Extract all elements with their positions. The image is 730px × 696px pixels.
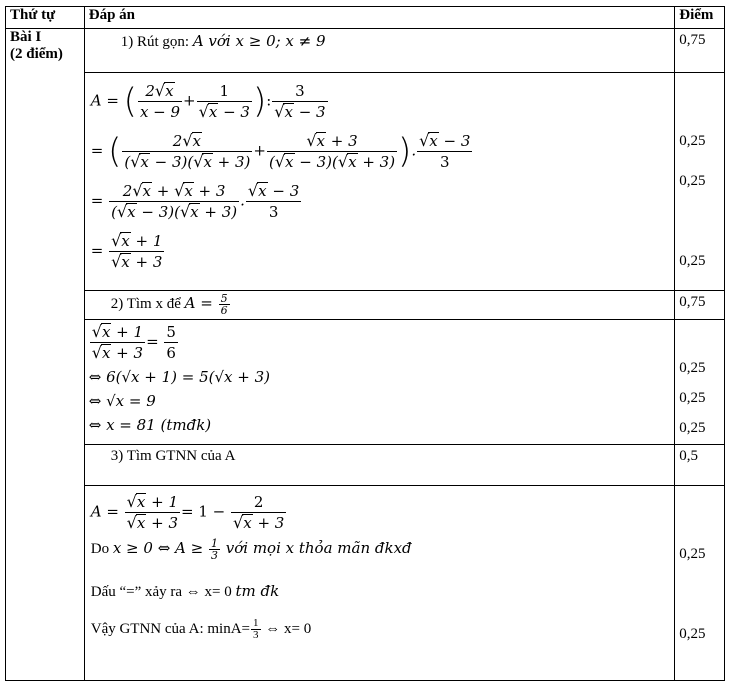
q1-title-row	[6, 29, 725, 73]
q3-score: 0,5	[675, 445, 725, 486]
section-label: Bài I	[10, 29, 42, 45]
q1-step3: = $\frac{2√x + √x + 3}{(√x - 3)(√x + 3)}$ . $\frac{√x - 3}{3}$	[90, 181, 300, 221]
q2-step1: $\frac{√x + 1}{√x + 3}$ = $\frac{5}{6}$	[91, 322, 176, 362]
q3-step2: Do x ≥ 0 ⇔ A ≥ $\frac{1}{3}$ với mọi x thỏa mãn đkxđ	[90, 537, 412, 562]
q2-title-fraction: $\frac{5}{6}$	[220, 292, 228, 317]
q1-score-1: 0,25	[679, 133, 706, 149]
q2-work-scores	[675, 320, 725, 445]
q1-work-row	[6, 73, 725, 291]
q2-step3: ⇔ √x = 9	[88, 392, 156, 410]
q2-title-prefix: 2) Tìm x để	[110, 295, 185, 312]
q2-score: 0,75	[675, 291, 725, 320]
header-answer: Đáp án	[84, 7, 675, 29]
q1-title-prefix: 1) Rút gọn:	[120, 34, 193, 50]
q3-step1: A = $\frac{√x + 1}{√x + 3}$ = 1 − $\frac{2}{√x + 3}$	[90, 492, 285, 532]
q2-work	[84, 320, 675, 445]
q3-work-scores	[675, 486, 725, 681]
header-score: Điểm	[675, 7, 725, 29]
q2-step2: ⇔ 6(√x + 1) = 5(√x + 3)	[88, 368, 271, 386]
q2-title-math: A =	[184, 293, 218, 312]
q3-score-2: 0,25	[679, 626, 706, 642]
q3-step3: Dấu “=” xảy ra ⇔ x= 0 tm đk	[90, 582, 280, 600]
q2-score-2: 0,25	[679, 390, 706, 406]
q1-step4: = $\frac{√x + 1}{√x + 3}$	[90, 231, 163, 271]
q1-step2: = ( $\frac{2√x}{(√x - 3)(√x + 3)}$ + $\frac{√x + 3}{(√x - 3)(√x + 3)}$ ). $\frac{√x - 3}{3}$	[90, 131, 471, 172]
q1-work-scores	[675, 73, 725, 291]
q1-step1: A = ( $\frac{2√x}{x - 9}$ + $\frac{1}{√x - 3}$ ): $\frac{3}{√x - 3}$	[90, 81, 326, 122]
q2-work-row	[6, 320, 725, 445]
q1-score-3: 0,25	[679, 253, 706, 269]
q3-step4: Vậy GTNN của A: minA= $\frac{1}{3}$ ⇔ x= 0	[90, 617, 312, 641]
q2-title-row	[6, 291, 725, 320]
q1-title-math: A với x ≥ 0; x ≠ 9	[192, 32, 326, 50]
grading-table	[5, 6, 725, 681]
header-order: Thứ tự	[6, 7, 85, 29]
q2-step4: ⇔ x = 81 (tmđk)	[88, 416, 212, 434]
q3-score-1: 0,25	[679, 546, 706, 562]
q2-score-1: 0,25	[679, 360, 706, 376]
q1-score: 0,75	[675, 29, 725, 73]
section-cell	[6, 29, 85, 681]
q3-title-row	[6, 445, 725, 486]
section-points: (2 điểm)	[10, 46, 63, 62]
q1-score-2: 0,25	[679, 173, 706, 189]
q1-work	[84, 73, 675, 291]
q2-title	[84, 291, 675, 320]
q3-title: 3) Tìm GTNN của A	[84, 445, 675, 486]
header-row	[6, 7, 725, 29]
q2-score-3: 0,25	[679, 420, 706, 436]
q3-work	[84, 486, 675, 681]
q1-title	[84, 29, 675, 73]
q3-work-row	[6, 486, 725, 681]
